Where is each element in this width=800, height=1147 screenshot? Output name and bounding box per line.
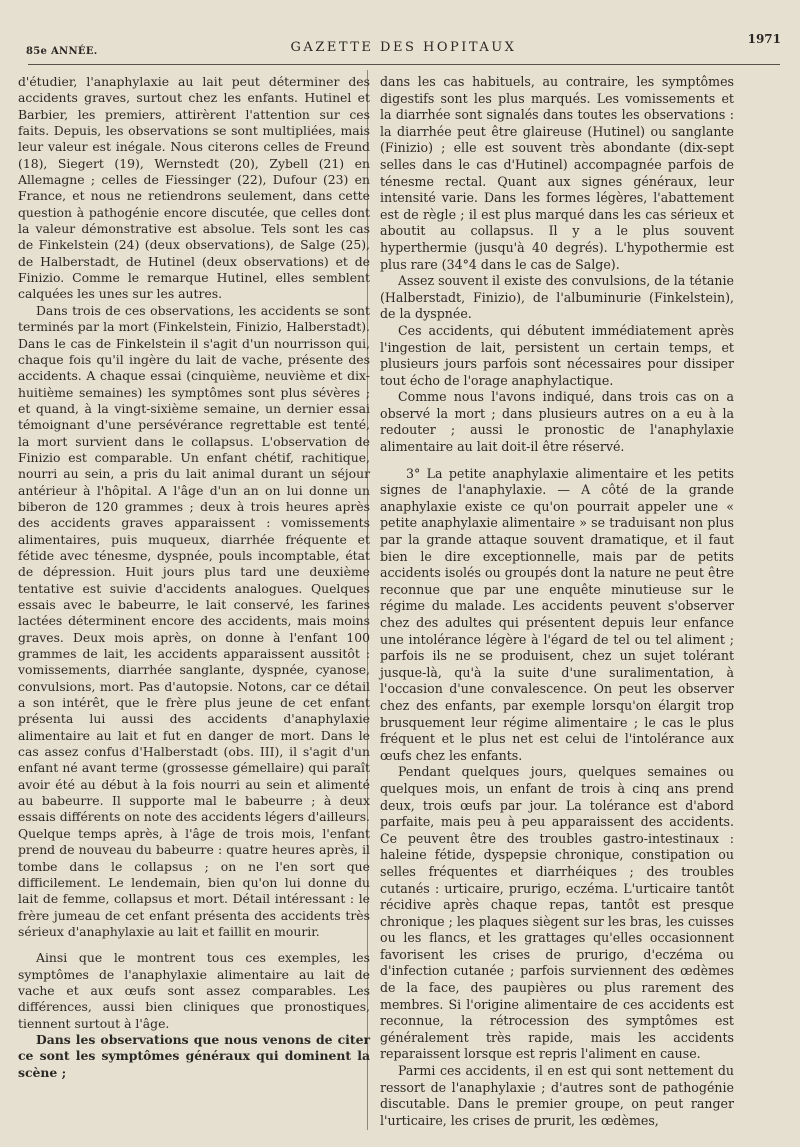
section-3-paragraph: 3° La petite anaphylaxie alimentaire et les petits signes de l'anaphylaxie. — A côté de la grande anaphylaxie existe ce qu'on pourrait appeler une « petite anaphylaxie alimentaire » se traduisant non plus par la grande attaque souvent dramatique, et il faut bien le dire exceptionnelle, mais par de petits accidents isolés ou groupés dont la nature ne peut être reconnue que par une enquête minutieuse sur le régime du malade. Les accidents peuvent s'observer chez des adultes qui présentent depuis leur enfance une intolérance légère à l'égard de tel ou tel aliment ; parfois ils ne se produisent, chez un sujet tolérant jusque-là, qu'à la suite d'une suralimentation, à l'occasion d'une convalescence. On peut les observer chez des enfants, par exemple lorsqu'on élargit trop brusquement leur régime alimentaire ; le cas le plus fréquent et le plus net est celui de l'intolérance aux œufs chez les enfants.	[380, 465, 734, 763]
left-paragraph-1: d'étudier, l'anaphylaxie au lait peut déterminer des accidents graves, surtout chez les enfants. Hutinel et Barbier, les premiers, attirèrent l'attention sur ces faits. Depuis, les observations se sont multipliées, mais leur valeur est inégale. Nous citerons celles de Freund (18), Siegert (19), Wernstedt (20), Zybell (21) en Allemagne ; celles de Fiessinger (22), Dufour (23) en France, et nous ne retiendrons seulement, dans cette question à pathogénie encore discutée, que celles dont la valeur démonstrative est absolue. Tels sont les cas de Finkelstein (24) (deux observations), de Salge (25), de Halberstadt, de Hutinel (deux observations) et de Finizio. Comme le remarque Hutinel, elles semblent calquées les unes sur les autres.	[18, 74, 370, 302]
left-column	[18, 74, 370, 1081]
journal-title: GAZETTE DES HOPITAUX	[290, 40, 517, 55]
issue-label: 85e ANNÉE.	[26, 46, 98, 57]
right-paragraph-2: Assez souvent il existe des convulsions, de la tétanie (Halberstadt, Finizio), de l'albuminurie (Finkelstein), de la dyspnée.	[380, 273, 734, 322]
page-number: 1971	[747, 32, 781, 46]
left-paragraph-3: Ainsi que le montrent tous ces exemples, les symptômes de l'anaphylaxie alimentaire au lait de vache et aux œufs sont assez comparables. Les différences, aussi bien cliniques que pronostiques, tiennent surtout à l'âge.	[18, 950, 370, 1031]
right-paragraph-1: dans les cas habituels, au contraire, les symptômes digestifs sont les plus marqués. Les vomissements et la diarrhée sont signalés dans toutes les observations : la diarrhée peut être glaireuse (Hutinel) ou sanglante (Finizio) ; elle est souvent très abondante (dix-sept selles dans le cas d'Hutinel) accompagnée parfois de ténesme rectal. Quant aux signes généraux, leur intensité varie. Dans les formes légères, l'abattement est de règle ; il est plus marqué dans les cas sérieux et aboutit au collapsus. Il y a le plus souvent hyperthermie (jusqu'à 40 degrés). L'hypothermie est plus rare (34°4 dans le cas de Salge).	[380, 74, 734, 272]
page-header	[26, 26, 781, 62]
header-rule	[28, 64, 780, 65]
right-paragraph-3: Ces accidents, qui débutent immédiatement après l'ingestion de lait, persistent un certain temps, et plusieurs jours parfois sont nécessaires pour dissiper tout écho de l'orage anaphylactique.	[380, 322, 734, 388]
left-paragraph-2: Dans trois de ces observations, les accidents se sont terminés par la mort (Finkelstein, Finizio, Halberstadt). Dans le cas de Finkelstein il s'agit d'un nourrisson qui, chaque fois qu'il ingère du lait de vache, présente des accidents. A chaque essai (cinquième, neuvième et dix-huitième semaines) les symptômes sont plus sévères ; et quand, à la vingt-sixième semaine, un dernier essai témoignant d'une persévérance regrettable est tenté, la mort survient dans le collapsus. L'observation de Finizio est comparable. Un enfant chétif, rachitique, nourri au sein, a pris du lait animal durant un séjour antérieur à l'hôpital. A l'âge d'un an on lui donne un biberon de 120 grammes ; deux à trois heures après des accidents graves apparaissent : vomissements alimentaires, puis muqueux, diarrhée fréquente et fétide avec ténesme, dyspnée, pouls incomptable, état de dépression. Huit jours plus tard une deuxième tentative est suivie d'accidents analogues. Quelques essais avec le babeurre, le lait conservé, les farines lactées déterminent encore des accidents, mais moins graves. Deux mois après, on donne à l'enfant 100 grammes de lait, les accidents apparaissent aussitôt : vomissements, diarrhée sanglante, dyspnée, cyanose, convulsions, mort. Pas d'autopsie. Notons, car ce détail a son intérêt, que le frère plus jeune de cet enfant présenta lui aussi des accidents d'anaphylaxie alimentaire au lait et fut en danger de mort. Dans le cas assez confus d'Halberstadt (obs. III), il s'agit d'un enfant né avant terme (grossesse gémellaire) qui paraît avoir été au début à la fois nourri au sein et alimenté au babeurre. Il supporte mal le babeurre ; à deux essais différents on note des accidents légers d'ailleurs. Quelque temps après, à l'âge de trois mois, l'enfant prend de nouveau du babeurre : quatre heures après, il tombe dans le collapsus ; on ne l'en sort que difficilement. Le lendemain, bien qu'on lui donne du lait de femme, collapsus et mort. Détail intéressant : le frère jumeau de cet enfant présenta des accidents très sérieux d'anaphylaxie au lait et faillit en mourir.	[18, 302, 370, 939]
left-paragraph-4: Dans les observations que nous venons de citer ce sont les symptômes généraux qui dominent la scène ;	[18, 1031, 370, 1080]
right-column	[380, 74, 734, 1129]
right-paragraph-4: Comme nous l'avons indiqué, dans trois cas on a observé la mort ; dans plusieurs autres on a eu à la redouter ; aussi le pronostic de l'anaphylaxie alimentaire au lait doit-il être réservé.	[380, 389, 734, 455]
right-paragraph-7: Parmi ces accidents, il en est qui sont nettement du ressort de l'anaphylaxie ; d'autres sont de pathogénie discutable. Dans le premier groupe, on peut ranger l'urticaire, les crises de prurit, les œdèmes,	[380, 1063, 734, 1128]
right-paragraph-6: Pendant quelques jours, quelques semaines ou quelques mois, un enfant de trois à cinq ans prend deux, trois œufs par jour. La tolérance est d'abord parfaite, mais peu à peu apparaissent des accidents. Ce peuvent être des troubles gastro-intestinaux : haleine fétide, dyspepsie chronique, constipation ou selles fréquentes et diarrhéiques ; des troubles cutanés : urticaire, prurigo, eczéma. L'urticaire tantôt récidive après chaque repas, tantôt est presque chronique ; les plaques siègent sur les bras, les cuisses ou les flancs, et les grattages qu'elles occasionnent favorisent les crises de prurigo, d'eczéma ou d'infection cutanée ; parfois surviennent des œdèmes de la face, des paupières ou plus rarement des membres. Si l'origine alimentaire de ces accidents est reconnue, la rétrocession des symptômes est généralement très rapide, mais les accidents reparaissent lorsque est repris l'aliment en cause.	[380, 764, 734, 1062]
